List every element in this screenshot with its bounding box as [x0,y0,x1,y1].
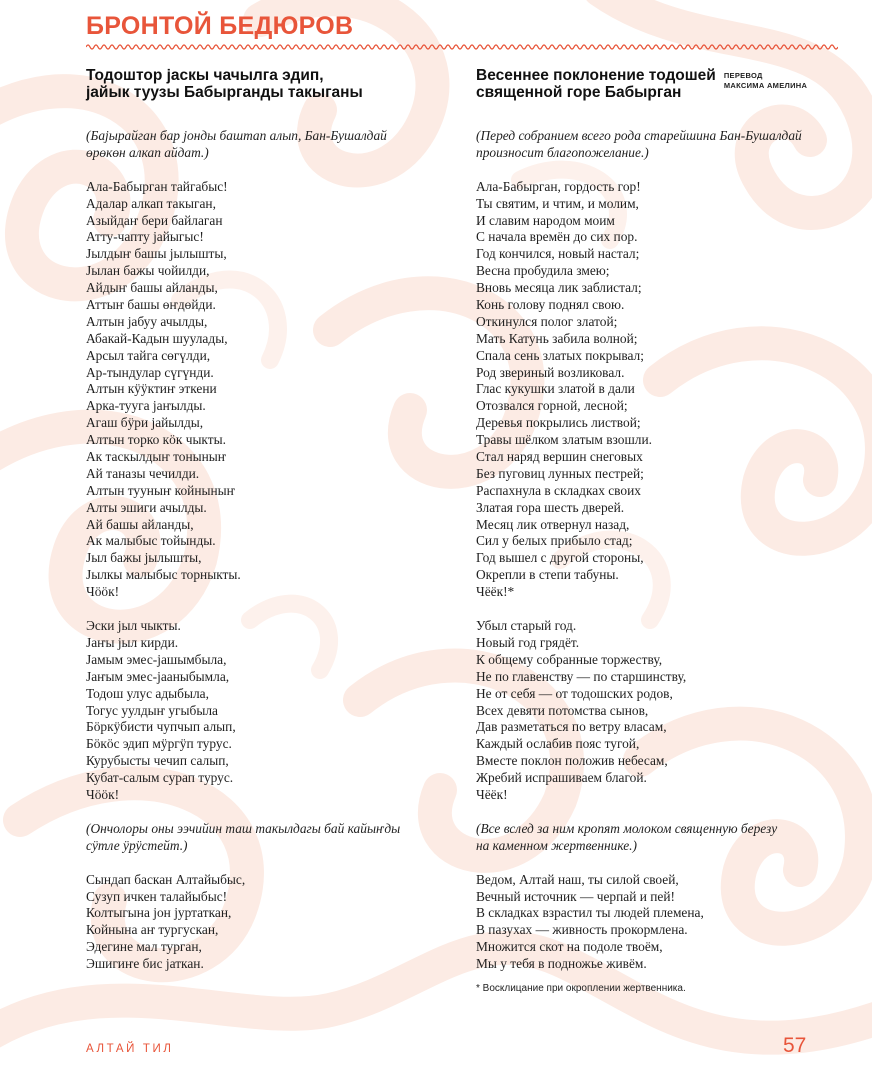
verse-line: Койнына аҥ тургускан, [86,922,219,938]
verse-line: Ай таназы чечилди. [86,465,200,481]
verse-line: Адалар алкап такыган, [86,195,216,211]
russian-poem-title [476,67,716,101]
verse-line: Всех девяти потомства сынов, [476,702,649,718]
verse-line: Чёёк!* [476,584,515,600]
verse-line: өрөкөн алкап айдат.) [86,144,209,160]
verse-line: Отозвался горной, лесной; [476,398,628,414]
verse-line: Бӧкӧс эдип мӱргӱп турус. [86,736,232,752]
verse-line: Весна пробудила змею; [476,263,610,279]
russian-poem-text [476,128,836,973]
altai-title-line-1: Тодоштор јаскы чачылга эдип, [86,67,324,84]
verse-line: Ала-Бабырган тайгабыс! [86,178,228,194]
decorative-wave-rule [86,42,838,52]
verse-line: Алтын јабуу ачылды, [86,313,208,329]
stanza [86,618,416,804]
verse-line: Кубат-салым сурап турус. [86,770,234,786]
verse-line: сӱтле ӱрӱстейт.) [86,837,188,853]
verse-line: Год вышел с другой стороны, [476,550,644,566]
verse-line: Јылкы малыбыс торныкты. [86,567,241,583]
verse-line: Распахнула в складках своих [476,482,641,498]
verse-line: Бӧркӱбисти чупчып алып, [86,719,236,735]
verse-line: Чӧӧк! [86,786,120,802]
verse-line: Јамым эмес-јашымбыла, [86,651,227,667]
verse-line: Арка-тууга јаҥылды. [86,398,206,414]
stage-direction [86,821,416,855]
verse-line: Ты святим, и чтим, и молим, [476,195,639,211]
translator-credit [724,71,807,90]
author-name: БРОНТОЙ БЕДЮРОВ [86,12,354,40]
verse-line: В складках взрастил ты людей племена, [476,905,704,921]
verse-line: Эшигиҥе бис јаткан. [86,956,204,972]
translator-label: ПЕРЕВОД [723,71,763,80]
verse-line: Курубысты чечип салып, [86,753,229,769]
verse-line: Род звериный возликовал. [476,364,625,380]
verse-line: Ай башы айланды, [86,516,194,532]
verse-line: Мать Катунь забила волной; [476,330,638,346]
verse-line: Конь голову поднял свою. [476,297,625,313]
verse-line: Јылдыҥ башы јылышты, [86,246,227,262]
verse-line: Ар-тындулар сүгүнди. [86,364,214,380]
verse-line: Вновь месяца лик заблистал; [476,280,642,296]
footnote: * Восклицание при окроплении жертвенника. [476,983,686,994]
verse-line: Јаҥы јыл кирди. [86,634,179,650]
verse-line: Мы у тебя в подножье живём. [476,956,647,972]
verse-line: Множится скот на подоле твоём, [476,939,663,955]
verse-line: Јыл бажы јылышты, [86,550,202,566]
verse-line: Алты эшиги ачылды. [86,499,207,515]
verse-line: на каменном жертвеннике.) [476,837,637,853]
verse-line: Травы шёлком златым взошли. [476,432,652,448]
page-number: 57 [783,1034,807,1057]
verse-line: (Перед собранием всего рода старейшина Бан-Бушалдай [476,128,802,143]
verse-line: Откинулся полог златой; [476,313,618,329]
verse-line: Не от себя — от тодошских родов, [476,685,673,701]
verse-line: Убыл старый год. [476,618,577,634]
verse-line: С начала времён до сих пор. [476,229,638,245]
verse-line: (Ончолоры оны ээчийин таш такылдагы бай кайыҥды [86,820,401,836]
verse-line: Вместе поклон положив небесам, [476,753,668,769]
verse-line: Сузуп ичкен талайыбыс! [86,888,228,904]
verse-line: Јылан бажы чойилди, [86,263,210,279]
verse-line: Ак малыбыс тойынды. [86,533,216,549]
verse-line: Чӧӧк! [86,584,120,600]
verse-line: И славим народом моим [476,212,615,228]
stanza [86,179,416,601]
altai-title-line-2: јайык туузы Бабырганды такыганы [86,84,363,101]
verse-line: Азыйдаҥ бери байлаган [86,212,223,228]
verse-line: Алтын тууныҥ койныныҥ [86,482,235,498]
verse-line: Окрепли в степи табуны. [476,567,619,583]
verse-line: Сындап баскан Алтайыбыс, [86,871,246,887]
verse-line: Глас кукушки златой в дали [476,381,635,397]
verse-line: (Бајырайган бар јонды баштап алып, Бан-Бушалдай [86,128,387,143]
verse-line: Новый год грядёт. [476,634,580,650]
verse-line: Месяц лик отвернул назад, [476,516,630,532]
verse-line: К общему собранные торжеству, [476,651,663,667]
verse-line: произносит благопожелание.) [476,144,649,160]
verse-line: Атту-чапту јайыгыс! [86,229,204,245]
verse-line: Дав разметаться по ветру власам, [476,719,667,735]
russian-title-line-1: Весеннее поклонение тодошей [476,67,716,84]
verse-line: Каждый ослабив пояс тугой, [476,736,640,752]
stage-direction [476,128,836,162]
verse-line: Агаш бӱри јайылды, [86,415,204,431]
stanza [476,618,836,804]
stage-direction [86,128,416,162]
verse-line: Деревья покрылись листвой; [476,415,641,431]
stage-direction [476,821,836,855]
verse-line: Вечный источник — черпай и пей! [476,888,675,904]
verse-line: Чёёк! [476,786,508,802]
verse-line: Златая гора шесть дверей. [476,499,625,515]
translator-name: МАКСИМА АМЕЛИНА [723,80,808,90]
verse-line: Аттыҥ башы өҥдөйди. [86,297,216,313]
stanza [476,872,836,973]
verse-line: Јаҥым эмес-јааныбымла, [86,668,230,684]
verse-line: Спала сень златых покрывал; [476,347,644,363]
verse-line: Эски јыл чыкты. [86,618,181,634]
verse-line: Алтын торко кӧк чыкты. [86,432,226,448]
verse-line: Жребий испрашиваем благой. [476,770,647,786]
journal-name: АЛТАЙ ТИЛ [86,1043,174,1055]
verse-line: Тодош улус адыбыла, [86,685,209,701]
verse-line: Год кончился, новый настал; [476,246,640,262]
russian-title-line-2: священной горе Бабырган [476,84,682,101]
russian-poem-column [476,67,836,973]
verse-line: В пазухах — живность прокормлена. [476,922,688,938]
verse-line: Тогус уулдыҥ угыбыла [86,702,218,718]
verse-line: Не по главенству — по старшинству, [476,668,687,684]
verse-line: Ведом, Алтай наш, ты силой своей, [476,871,679,887]
altai-poem-text [86,128,416,973]
verse-line: Алтын кӱӱктиҥ эткени [86,381,217,397]
verse-line: Ала-Бабырган, гордость гор! [476,178,641,194]
verse-line: Эдегине мал турган, [86,939,202,955]
verse-line: Арсыл тайга сөгүлди, [86,347,211,363]
verse-line: Колтыгына јон јуртаткан, [86,905,232,921]
verse-line: Стал наряд вершин снеговых [476,449,643,465]
altai-poem-title [86,67,416,101]
altai-poem-column [86,67,416,973]
verse-line: Сил у белых прибыло стад; [476,533,633,549]
verse-line: Без пуговиц лунных пестрей; [476,465,644,481]
verse-line: Абакай-Кадын шуулады, [86,330,228,346]
verse-line: (Все вслед за ним кропят молоком священную березу [476,820,778,836]
verse-line: Ак таскылдыҥ тоныныҥ [86,449,227,465]
stanza [476,179,836,601]
stanza [86,872,416,973]
verse-line: Айдыҥ башы айланды, [86,280,218,296]
